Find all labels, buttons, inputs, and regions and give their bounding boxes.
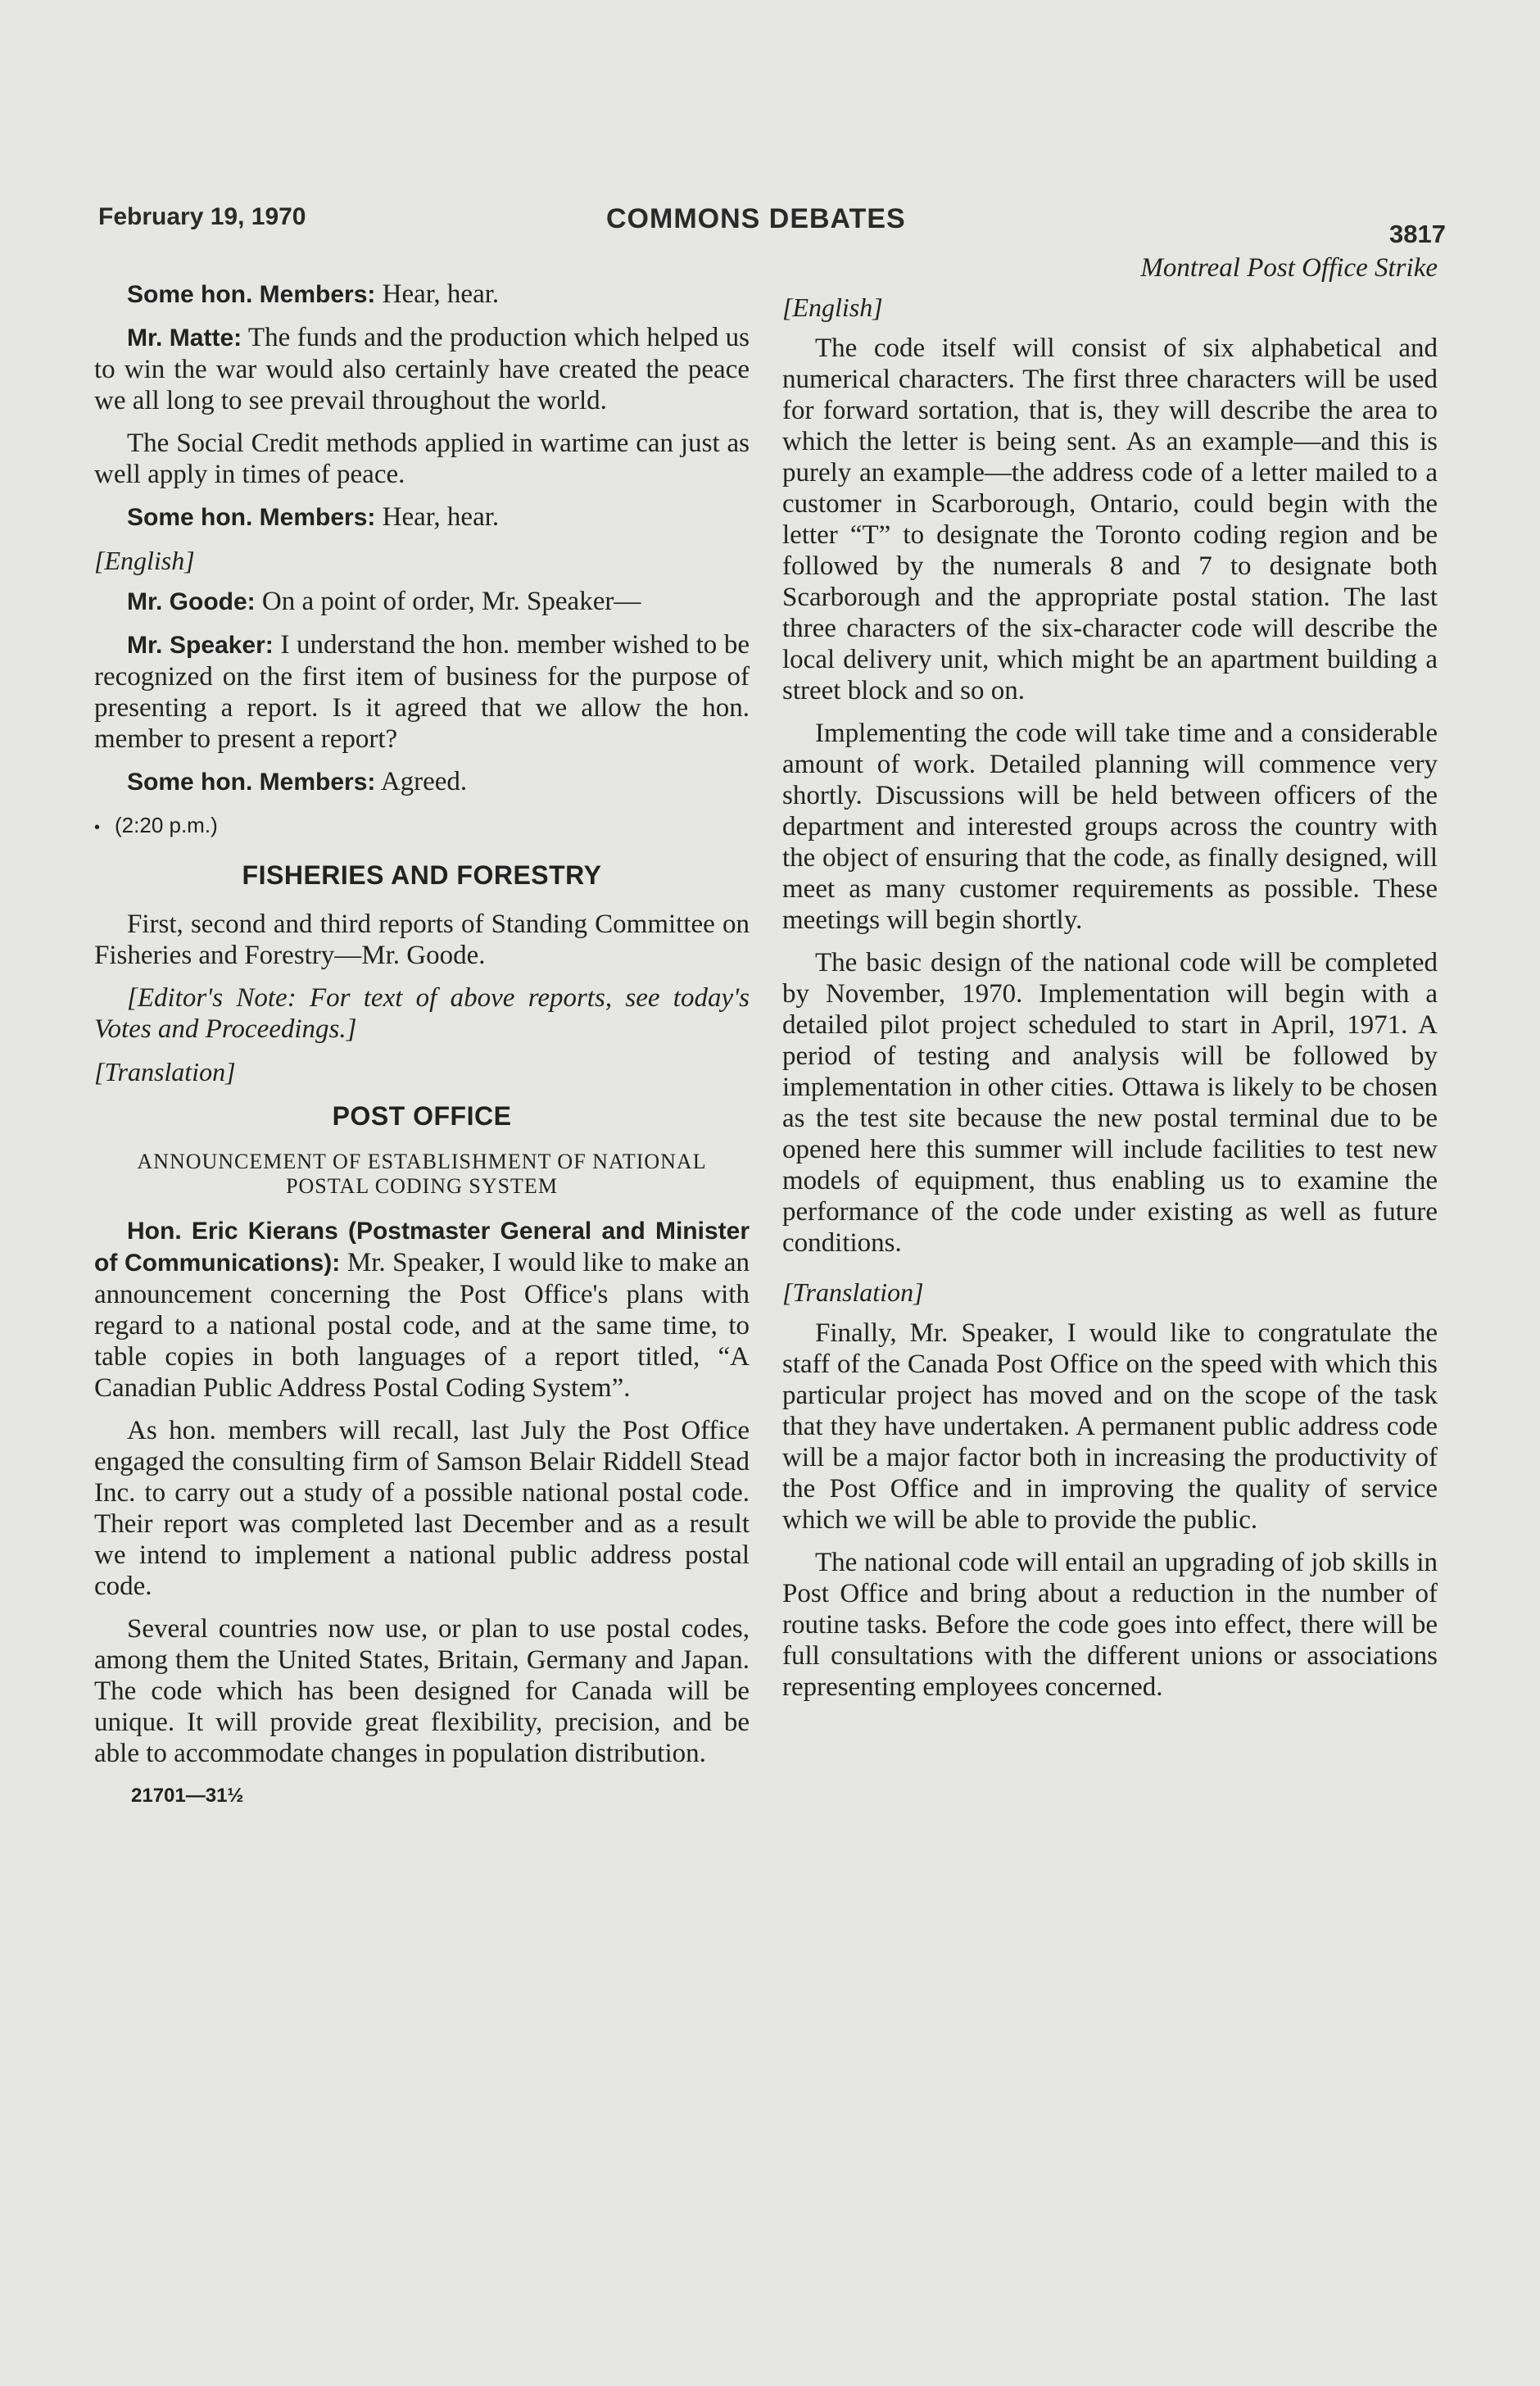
speech-text: Mr. Speaker, I would like to make an announcement concerning the Post Office's plans with regard to a national postal code, and at the same time, to table copies in both languages of a report titled, “A Canadian Public Address Postal Coding System”. bbox=[94, 1248, 750, 1403]
speech-text: On a point of order, Mr. Speaker— bbox=[255, 587, 641, 616]
running-subhead: Montreal Post Office Strike bbox=[1140, 253, 1438, 283]
paragraph bbox=[94, 279, 750, 311]
paragraph bbox=[94, 766, 750, 798]
footer-code: 21701—31½ bbox=[131, 1785, 244, 1807]
paragraph bbox=[94, 322, 750, 416]
bullet-icon: • bbox=[94, 819, 101, 837]
language-marker: [English] bbox=[94, 546, 195, 575]
paragraph: The basic design of the national code will be completed by November, 1970. Implementation will begin with a detailed pilot project scheduled to start in April, 1971. A period of testing and analysis will be followed by implementation in other cities. Ottawa is likely to be chosen as the test site because the new postal terminal due to be opened here this summer will include facilities to test new models of equipment, thus enabling us to examine the performance of the code under existing as well as future conditions. bbox=[782, 948, 1438, 1258]
section-heading: FISHERIES AND FORESTRY bbox=[242, 860, 602, 890]
speaker-name: Some hon. Members: bbox=[127, 769, 376, 796]
speaker-name: Mr. Goode: bbox=[127, 588, 256, 615]
speech-text: The funds and the production which helped us to win the war would also certainly have created the peace we all long to see prevail throughout the world. bbox=[94, 323, 750, 415]
speaker-name: Mr. Matte: bbox=[127, 324, 242, 352]
section-heading: POST OFFICE bbox=[332, 1101, 512, 1131]
page-date: February 19, 1970 bbox=[98, 203, 306, 230]
paragraph bbox=[94, 1215, 750, 1404]
right-column bbox=[782, 252, 1438, 1714]
speech-text: Agreed. bbox=[375, 767, 468, 796]
paragraph: Implementing the code will take time and a considerable amount of work. Detailed planning will commence very shortly. Discussions will be held between officers of the department and interested groups across the country with the object of ensuring that the code, as finally designed, will meet as many customer requirements as possible. These meetings will begin shortly. bbox=[782, 719, 1438, 935]
left-column bbox=[94, 279, 750, 1812]
paragraph: First, second and third reports of Standing Committee on Fisheries and Forestry—Mr. Goode. bbox=[94, 909, 750, 970]
speech-text: I understand the hon. member wished to be recognized on the first item of business for the purpose of presenting a report. Is it agreed that we allow the hon. member to present a report? bbox=[94, 630, 750, 754]
speaker-name: Some hon. Members: bbox=[127, 281, 376, 308]
time-marker bbox=[94, 810, 750, 843]
speech-text: Hear, hear. bbox=[375, 279, 500, 309]
subsection-heading: ANNOUNCEMENT OF ESTABLISHMENT OF NATIONAL POSTAL CODING SYSTEM bbox=[137, 1150, 707, 1198]
paragraph: The code itself will consist of six alphabetical and numerical characters. The first three characters will be used for forward sortation, that is, they will describe the area to which the letter is being sent. As an example—and this is purely an example—the address code of a letter mailed to a customer in Scarborough, Ontario, could begin with the letter “T” to designate the Toronto coding region and be followed by the numerals 8 and 7 to designate both Scarborough and the appropriate postal station. The last three characters of the six-character code will describe the local delivery unit, which might be an apartment building a street block and so on. bbox=[782, 333, 1438, 705]
speaker-name: Hon. Eric Kierans (Postmaster General and Minister of Communications): bbox=[94, 1218, 750, 1277]
paragraph bbox=[94, 501, 750, 533]
paragraph bbox=[94, 586, 750, 618]
paragraph: The Social Credit methods applied in wartime can just as well apply in times of peace. bbox=[94, 429, 750, 489]
speech-text: Hear, hear. bbox=[375, 502, 500, 532]
page-title: COMMONS DEBATES bbox=[606, 203, 906, 234]
language-marker: [Translation] bbox=[782, 1277, 924, 1307]
page-number: 3817 bbox=[1389, 220, 1446, 248]
paragraph bbox=[94, 629, 750, 755]
editor-note: [Editor's Note: For text of above reports, see today's Votes and Proceedings.] bbox=[94, 983, 750, 1044]
language-marker: [English] bbox=[782, 293, 883, 322]
paragraph: Several countries now use, or plan to use postal codes, among them the United States, Britain, Germany and Japan. The code which has been designed for Canada will be unique. It will provide great flexibility, precision, and be able to accommodate changes in population distribution. bbox=[94, 1614, 750, 1768]
time-text: (2:20 p.m.) bbox=[115, 813, 218, 837]
speaker-name: Mr. Speaker: bbox=[127, 632, 274, 659]
paragraph: The national code will entail an upgrading of job skills in Post Office and bring about a reduction in the number of routine tasks. Before the code goes into effect, there will be full consultations with the different unions or associations representing employees concerned. bbox=[782, 1548, 1438, 1702]
language-marker: [Translation] bbox=[94, 1057, 236, 1086]
paragraph: As hon. members will recall, last July the Post Office engaged the consulting firm of Samson Belair Riddell Stead Inc. to carry out a study of a possible national postal code. Their report was completed last December and as a result we intend to implement a national public address postal code. bbox=[94, 1416, 750, 1601]
speaker-name: Some hon. Members: bbox=[127, 504, 376, 531]
paragraph: Finally, Mr. Speaker, I would like to congratulate the staff of the Canada Post Office on the speed with which this particular project has moved and on the scope of the task that they have undertaken. A permanent public address code will be a major factor both in increasing the productivity of the Post Office and in improving the quality of service which we will be able to provide the public. bbox=[782, 1318, 1438, 1535]
